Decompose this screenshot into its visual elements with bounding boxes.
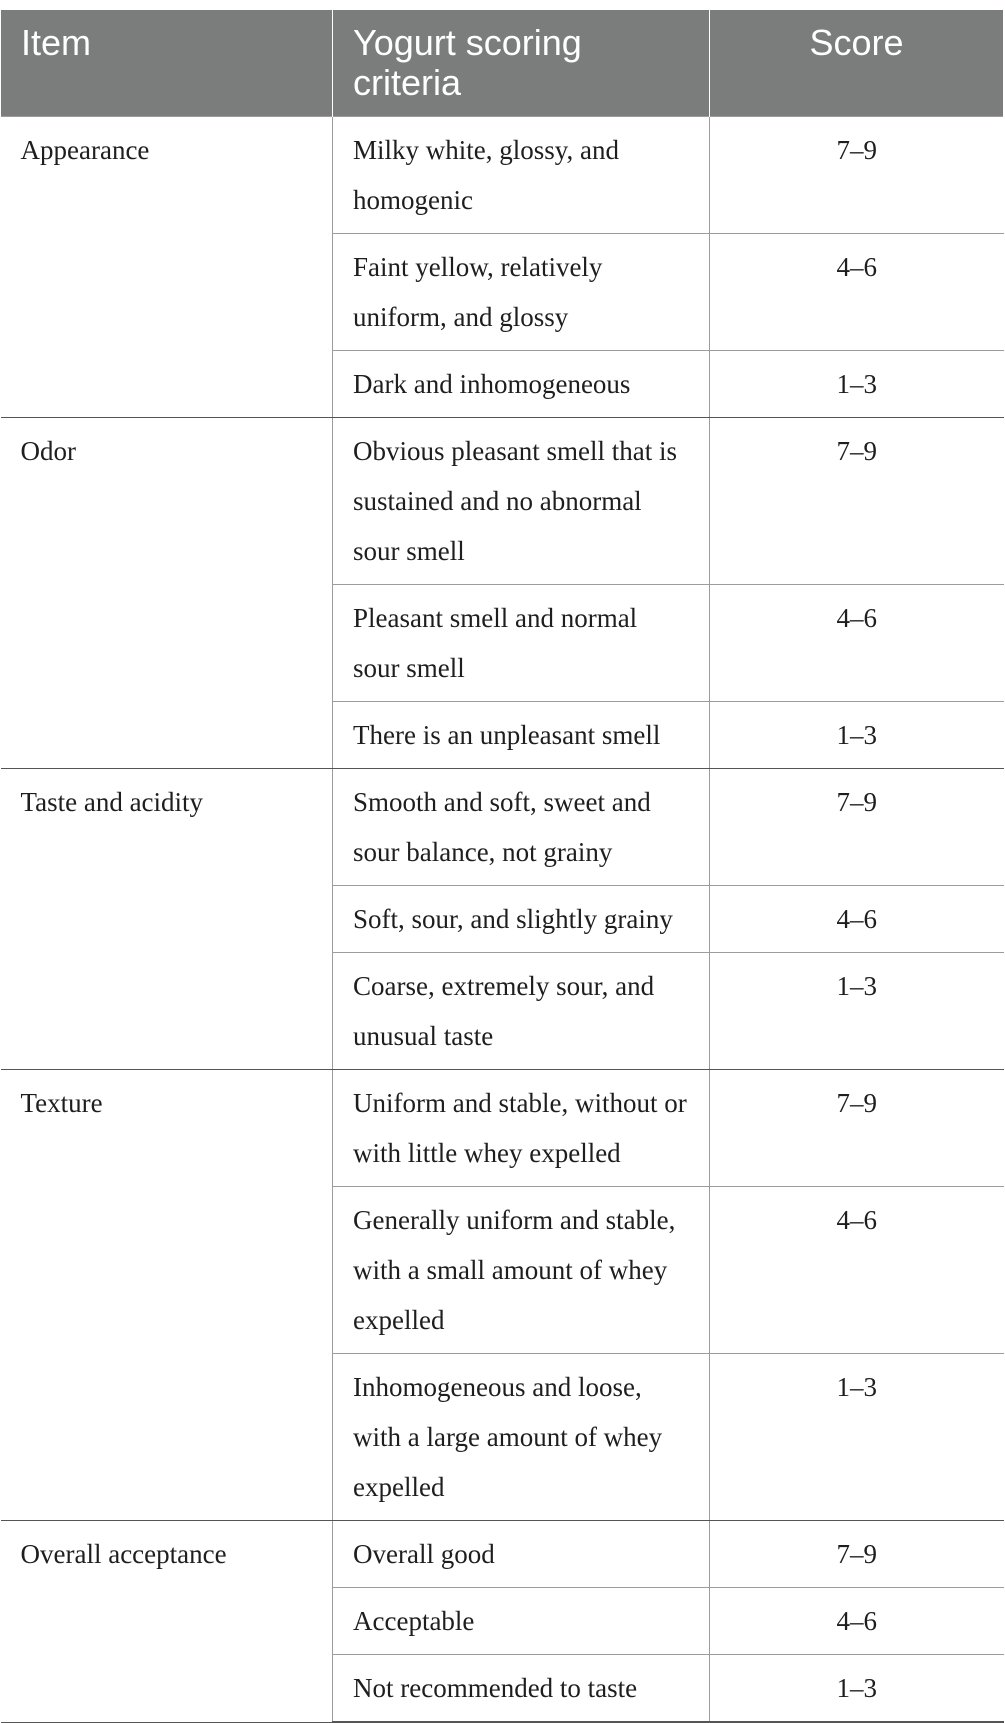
scoring-table	[0, 10, 1004, 1723]
criteria-cell: Dark and inhomogeneous	[333, 351, 710, 418]
criteria-cell: Soft, sour, and slightly grainy	[333, 886, 710, 953]
table-row	[1, 1521, 1004, 1588]
table-body	[1, 117, 1004, 1723]
score-cell: 1–3	[710, 351, 1004, 418]
table-row	[1, 1070, 1004, 1187]
table-row	[1, 418, 1004, 585]
table-row	[1, 769, 1004, 886]
criteria-cell: Faint yellow, relatively uniform, and glossy	[333, 234, 710, 351]
table-header	[1, 10, 1004, 117]
criteria-cell: Generally uniform and stable, with a small amount of whey expelled	[333, 1187, 710, 1354]
header-criteria: Yogurt scoring criteria	[333, 10, 710, 117]
header-row	[1, 10, 1004, 117]
criteria-cell: There is an unpleasant smell	[333, 702, 710, 769]
item-cell: Appearance	[1, 117, 333, 418]
score-cell: 1–3	[710, 953, 1004, 1070]
score-cell: 7–9	[710, 1070, 1004, 1187]
score-cell: 4–6	[710, 585, 1004, 702]
score-cell: 7–9	[710, 418, 1004, 585]
score-cell: 1–3	[710, 1655, 1004, 1723]
criteria-cell: Obvious pleasant smell that is sustained and no abnormal sour smell	[333, 418, 710, 585]
score-cell: 1–3	[710, 702, 1004, 769]
table-row	[1, 117, 1004, 234]
criteria-cell: Uniform and stable, without or with little whey expelled	[333, 1070, 710, 1187]
item-cell: Overall acceptance	[1, 1521, 333, 1723]
score-cell: 7–9	[710, 117, 1004, 234]
score-cell: 1–3	[710, 1354, 1004, 1521]
score-cell: 4–6	[710, 886, 1004, 953]
item-cell: Taste and acidity	[1, 769, 333, 1070]
header-item: Item	[1, 10, 333, 117]
criteria-cell: Overall good	[333, 1521, 710, 1588]
criteria-cell: Not recommended to taste	[333, 1655, 710, 1723]
score-cell: 4–6	[710, 234, 1004, 351]
criteria-cell: Milky white, glossy, and homogenic	[333, 117, 710, 234]
score-cell: 7–9	[710, 1521, 1004, 1588]
table-container	[0, 10, 1003, 1723]
header-score: Score	[710, 10, 1004, 117]
item-cell: Texture	[1, 1070, 333, 1521]
criteria-cell: Smooth and soft, sweet and sour balance, not grainy	[333, 769, 710, 886]
score-cell: 4–6	[710, 1187, 1004, 1354]
criteria-cell: Inhomogeneous and loose, with a large amount of whey expelled	[333, 1354, 710, 1521]
item-cell: Odor	[1, 418, 333, 769]
score-cell: 4–6	[710, 1588, 1004, 1655]
criteria-cell: Acceptable	[333, 1588, 710, 1655]
criteria-cell: Pleasant smell and normal sour smell	[333, 585, 710, 702]
criteria-cell: Coarse, extremely sour, and unusual taste	[333, 953, 710, 1070]
score-cell: 7–9	[710, 769, 1004, 886]
